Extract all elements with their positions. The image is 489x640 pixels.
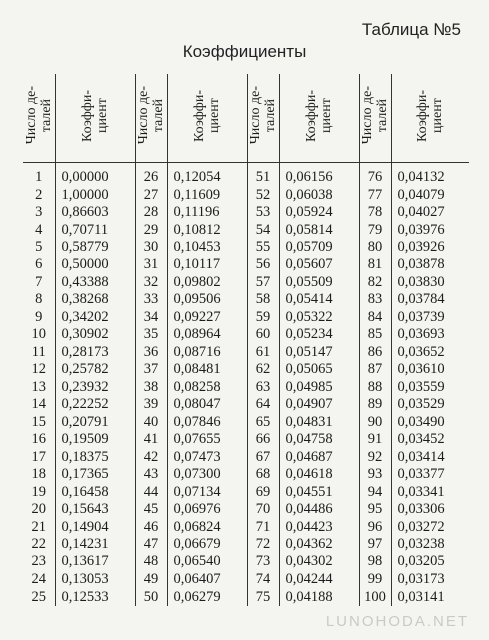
part-count-cell: 74 (247, 571, 279, 588)
part-count-cell: 61 (247, 344, 279, 361)
coefficient-cell: 0,15643 (55, 501, 135, 518)
coefficient-cell: 0,38268 (55, 291, 135, 308)
table-row (23, 326, 469, 343)
header-row (23, 74, 469, 163)
coefficient-cell: 0,18375 (55, 449, 135, 466)
coefficient-cell: 0,09802 (167, 274, 247, 291)
part-count-cell: 83 (359, 291, 391, 308)
part-count-cell: 40 (135, 414, 167, 431)
part-count-cell: 57 (247, 274, 279, 291)
header-count-4: Число де- талей (359, 74, 391, 163)
coefficient-cell: 0,05234 (279, 326, 359, 343)
coefficient-cell: 0,07473 (167, 449, 247, 466)
table-row (23, 501, 469, 518)
coefficient-cell: 0,58779 (55, 239, 135, 256)
coefficient-cell: 0,04244 (279, 571, 359, 588)
table-row (23, 553, 469, 570)
coefficient-cell: 0,12533 (55, 588, 135, 606)
part-count-cell: 8 (35, 291, 43, 308)
coefficient-cell: 0,03610 (391, 361, 469, 378)
part-count-cell: 95 (359, 501, 391, 518)
table-row (23, 379, 469, 396)
table-row (23, 256, 469, 273)
coefficient-cell: 0,06156 (279, 163, 359, 187)
coefficient-cell: 0,08964 (167, 326, 247, 343)
part-count-cell: 55 (247, 239, 279, 256)
coefficient-cell: 0,08481 (167, 361, 247, 378)
coefficient-cell: 0,03784 (391, 291, 469, 308)
coefficient-cell: 0,06279 (167, 588, 247, 606)
part-count-cell: 85 (359, 326, 391, 343)
coefficient-cell: 0,03529 (391, 396, 469, 413)
coefficient-cell: 0,50000 (55, 256, 135, 273)
part-count-cell: 86 (359, 344, 391, 361)
coefficient-cell: 0,86603 (55, 204, 135, 221)
part-count-cell: 63 (247, 379, 279, 396)
part-count-cell: 11 (31, 343, 46, 360)
coefficient-cell: 0,19509 (55, 431, 135, 448)
coefficient-cell: 0,04486 (279, 501, 359, 518)
coefficient-cell: 0,28173 (55, 344, 135, 361)
header-coef-3: Коэффи- циент (279, 74, 359, 163)
coefficient-cell: 0,34202 (55, 309, 135, 326)
coefficient-cell: 0,04687 (279, 449, 359, 466)
table-row (23, 361, 469, 378)
table-row (23, 431, 469, 448)
part-count-cell: 48 (135, 553, 167, 570)
part-count-cell: 72 (247, 536, 279, 553)
part-count-cell: 99 (359, 571, 391, 588)
coefficient-cell: 0,08716 (167, 344, 247, 361)
part-count-cell: 46 (135, 518, 167, 535)
part-count-cell: 51 (247, 163, 279, 187)
coefficient-cell: 0,03830 (391, 274, 469, 291)
coefficient-cell: 0,20791 (55, 414, 135, 431)
part-count-cell: 34 (135, 309, 167, 326)
coefficient-cell: 0,06824 (167, 518, 247, 535)
table-row (23, 449, 469, 466)
part-count-cell: 70 (247, 501, 279, 518)
part-count-cell: 7 (35, 273, 43, 290)
part-count-cell: 68 (247, 466, 279, 483)
coefficient-cell: 0,04132 (391, 163, 469, 187)
part-count-cell: 23 (31, 553, 46, 570)
watermark: LUNOHODA.NET (325, 613, 469, 630)
coefficient-cell: 0,05924 (279, 204, 359, 221)
part-count-cell: 3 (35, 204, 43, 221)
part-count-cell: 80 (359, 239, 391, 256)
table-row (23, 484, 469, 501)
coefficient-cell: 0,25782 (55, 361, 135, 378)
part-count-cell: 45 (135, 501, 167, 518)
part-count-cell: 84 (359, 309, 391, 326)
coefficient-cell: 0,03377 (391, 466, 469, 483)
table-row (23, 414, 469, 431)
part-count-cell: 13 (31, 378, 46, 395)
part-count-cell: 42 (135, 449, 167, 466)
part-count-cell: 27 (135, 187, 167, 204)
table-row (23, 466, 469, 483)
part-count-cell: 89 (359, 396, 391, 413)
part-count-cell: 67 (247, 449, 279, 466)
coefficient-cell: 0,70711 (55, 221, 135, 238)
table-row (23, 344, 469, 361)
part-count-cell: 49 (135, 571, 167, 588)
coefficient-cell: 0,04907 (279, 396, 359, 413)
part-count-cell: 77 (359, 187, 391, 204)
coefficient-cell: 0,03141 (391, 588, 469, 606)
part-count-cell: 25 (31, 588, 46, 605)
part-count-cell: 52 (247, 187, 279, 204)
part-count-cell: 15 (31, 413, 46, 430)
coefficient-cell: 0,03976 (391, 221, 469, 238)
part-count-cell: 30 (135, 239, 167, 256)
part-count-cell: 58 (247, 291, 279, 308)
part-count-cell: 26 (135, 163, 167, 187)
part-count-cell: 9 (35, 308, 43, 325)
coefficient-cell: 0,06679 (167, 536, 247, 553)
part-count-cell: 64 (247, 396, 279, 413)
part-count-cell: 19 (31, 483, 46, 500)
coefficient-cell: 0,03452 (391, 431, 469, 448)
coefficient-cell: 0,04188 (279, 588, 359, 606)
coefficient-cell: 0,04551 (279, 484, 359, 501)
coefficient-cell: 0,08047 (167, 396, 247, 413)
coefficient-cell: 0,04362 (279, 536, 359, 553)
coefficient-cell: 0,06407 (167, 571, 247, 588)
part-count-cell: 12 (31, 361, 46, 378)
coefficient-cell: 0,10812 (167, 221, 247, 238)
part-count-cell: 33 (135, 291, 167, 308)
header-count-1: Число де- талей (23, 74, 55, 163)
table-row (23, 518, 469, 535)
part-count-cell: 50 (135, 588, 167, 606)
coefficient-cell: 0,16458 (55, 484, 135, 501)
part-count-cell: 6 (35, 256, 43, 273)
part-count-cell: 29 (135, 221, 167, 238)
coefficient-cell: 0,05147 (279, 344, 359, 361)
part-count-cell: 37 (135, 361, 167, 378)
table-row (23, 163, 469, 187)
coefficient-cell: 0,03878 (391, 256, 469, 273)
coefficient-cell: 0,03414 (391, 449, 469, 466)
header-coef-1: Коэффи- циент (55, 74, 135, 163)
coefficient-cell: 0,03490 (391, 414, 469, 431)
part-count-cell: 66 (247, 431, 279, 448)
table-row (23, 204, 469, 221)
coefficient-cell: 0,07300 (167, 466, 247, 483)
part-count-cell: 16 (31, 431, 46, 448)
coefficients-table (23, 74, 469, 606)
coefficient-cell: 0,04302 (279, 553, 359, 570)
coefficient-cell: 0,03272 (391, 518, 469, 535)
coefficient-cell: 0,04985 (279, 379, 359, 396)
coefficient-cell: 0,05814 (279, 221, 359, 238)
table-row (23, 536, 469, 553)
part-count-cell: 87 (359, 361, 391, 378)
coefficient-cell: 0,14904 (55, 518, 135, 535)
part-count-cell: 76 (359, 163, 391, 187)
part-count-cell: 14 (31, 396, 46, 413)
part-count-cell: 78 (359, 204, 391, 221)
coefficient-cell: 0,07134 (167, 484, 247, 501)
part-count-cell: 96 (359, 518, 391, 535)
part-count-cell: 32 (135, 274, 167, 291)
part-count-cell: 20 (31, 501, 46, 518)
part-count-cell: 31 (135, 256, 167, 273)
part-count-cell: 44 (135, 484, 167, 501)
part-count-cell: 65 (247, 414, 279, 431)
part-count-cell: 36 (135, 344, 167, 361)
coefficient-cell: 0,06540 (167, 553, 247, 570)
part-count-cell: 71 (247, 518, 279, 535)
coefficient-cell: 0,03173 (391, 571, 469, 588)
coefficient-cell: 0,09506 (167, 291, 247, 308)
part-count-cell: 41 (135, 431, 167, 448)
coefficient-cell: 0,03238 (391, 536, 469, 553)
coefficient-cell: 0,11609 (167, 187, 247, 204)
coefficient-cell: 0,06976 (167, 501, 247, 518)
coefficient-cell: 0,11196 (167, 204, 247, 221)
table-row (23, 187, 469, 204)
part-count-cell: 98 (359, 553, 391, 570)
coefficient-cell: 0,07846 (167, 414, 247, 431)
part-count-cell: 10 (31, 326, 46, 343)
part-count-cell: 62 (247, 361, 279, 378)
coefficient-cell: 0,05322 (279, 309, 359, 326)
part-count-cell: 56 (247, 256, 279, 273)
coefficient-cell: 0,08258 (167, 379, 247, 396)
document-title: Коэффициенты (182, 42, 307, 61)
coefficient-cell: 0,23932 (55, 379, 135, 396)
header-coef-4: Коэффи- циент (391, 74, 469, 163)
part-count-cell: 54 (247, 221, 279, 238)
coefficient-cell: 0,03205 (391, 553, 469, 570)
table-row (23, 309, 469, 326)
header-count-3: Число де- талей (247, 74, 279, 163)
coefficient-cell: 0,14231 (55, 536, 135, 553)
coefficient-cell: 0,04027 (391, 204, 469, 221)
coefficient-cell: 0,03926 (391, 239, 469, 256)
part-count-cell: 35 (135, 326, 167, 343)
part-count-cell: 75 (247, 588, 279, 606)
part-count-cell: 43 (135, 466, 167, 483)
coefficient-cell: 0,13053 (55, 571, 135, 588)
part-count-cell: 90 (359, 414, 391, 431)
coefficient-cell: 0,04758 (279, 431, 359, 448)
part-count-cell: 21 (31, 518, 46, 535)
part-count-cell: 53 (247, 204, 279, 221)
coefficient-cell: 0,05709 (279, 239, 359, 256)
coefficient-cell: 0,07655 (167, 431, 247, 448)
coefficient-cell: 0,10117 (167, 256, 247, 273)
part-count-cell: 94 (359, 484, 391, 501)
coefficient-cell: 0,05065 (279, 361, 359, 378)
coefficient-cell: 0,00000 (55, 163, 135, 187)
part-count-cell: 91 (359, 431, 391, 448)
part-count-cell: 79 (359, 221, 391, 238)
part-count-cell: 1 (35, 169, 43, 186)
part-count-cell: 97 (359, 536, 391, 553)
coefficient-cell: 0,03559 (391, 379, 469, 396)
part-count-cell: 100 (359, 588, 391, 606)
coefficient-cell: 0,05509 (279, 274, 359, 291)
coefficient-cell: 0,03306 (391, 501, 469, 518)
table-row (23, 239, 469, 256)
coefficient-cell: 0,04079 (391, 187, 469, 204)
table-row (23, 291, 469, 308)
part-count-cell: 92 (359, 449, 391, 466)
coefficient-cell: 0,12054 (167, 163, 247, 187)
part-count-cell: 60 (247, 326, 279, 343)
part-count-cell: 69 (247, 484, 279, 501)
part-count-cell: 93 (359, 466, 391, 483)
coefficient-cell: 0,43388 (55, 274, 135, 291)
header-count-2: Число де- талей (135, 74, 167, 163)
header-coef-2: Коэффи- циент (167, 74, 247, 163)
table-row (23, 396, 469, 413)
coefficient-cell: 0,04831 (279, 414, 359, 431)
part-count-cell: 39 (135, 396, 167, 413)
coefficient-cell: 0,17365 (55, 466, 135, 483)
coefficient-cell: 0,04423 (279, 518, 359, 535)
table-body (23, 163, 469, 607)
table-row (23, 221, 469, 238)
table-row (23, 274, 469, 291)
part-count-cell: 4 (35, 221, 43, 238)
part-count-cell: 17 (31, 448, 46, 465)
part-count-cell: 82 (359, 274, 391, 291)
part-count-cell: 38 (135, 379, 167, 396)
table-number-label: Таблица №5 (361, 20, 461, 39)
part-count-cell: 24 (31, 570, 46, 587)
coefficient-cell: 0,04618 (279, 466, 359, 483)
coefficient-cell: 0,03739 (391, 309, 469, 326)
coefficient-cell: 0,03341 (391, 484, 469, 501)
part-count-cell: 28 (135, 204, 167, 221)
part-count-cell: 88 (359, 379, 391, 396)
part-count-cell: 59 (247, 309, 279, 326)
part-count-cell: 18 (31, 466, 46, 483)
coefficient-cell: 0,05414 (279, 291, 359, 308)
part-count-cell: 47 (135, 536, 167, 553)
coefficient-cell: 0,09227 (167, 309, 247, 326)
part-count-cell: 5 (35, 239, 43, 256)
coefficient-cell: 0,13617 (55, 553, 135, 570)
part-count-cell: 73 (247, 553, 279, 570)
coefficient-cell: 0,22252 (55, 396, 135, 413)
coefficient-cell: 0,05607 (279, 256, 359, 273)
table-row (23, 588, 469, 606)
coefficient-cell: 1,00000 (55, 187, 135, 204)
part-count-cell: 81 (359, 256, 391, 273)
part-count-cell: 2 (35, 186, 43, 203)
coefficient-cell: 0,03652 (391, 344, 469, 361)
coefficient-cell: 0,30902 (55, 326, 135, 343)
coefficient-cell: 0,06038 (279, 187, 359, 204)
table-row (23, 571, 469, 588)
part-count-cell: 22 (31, 535, 46, 552)
coefficient-cell: 0,03693 (391, 326, 469, 343)
coefficient-cell: 0,10453 (167, 239, 247, 256)
